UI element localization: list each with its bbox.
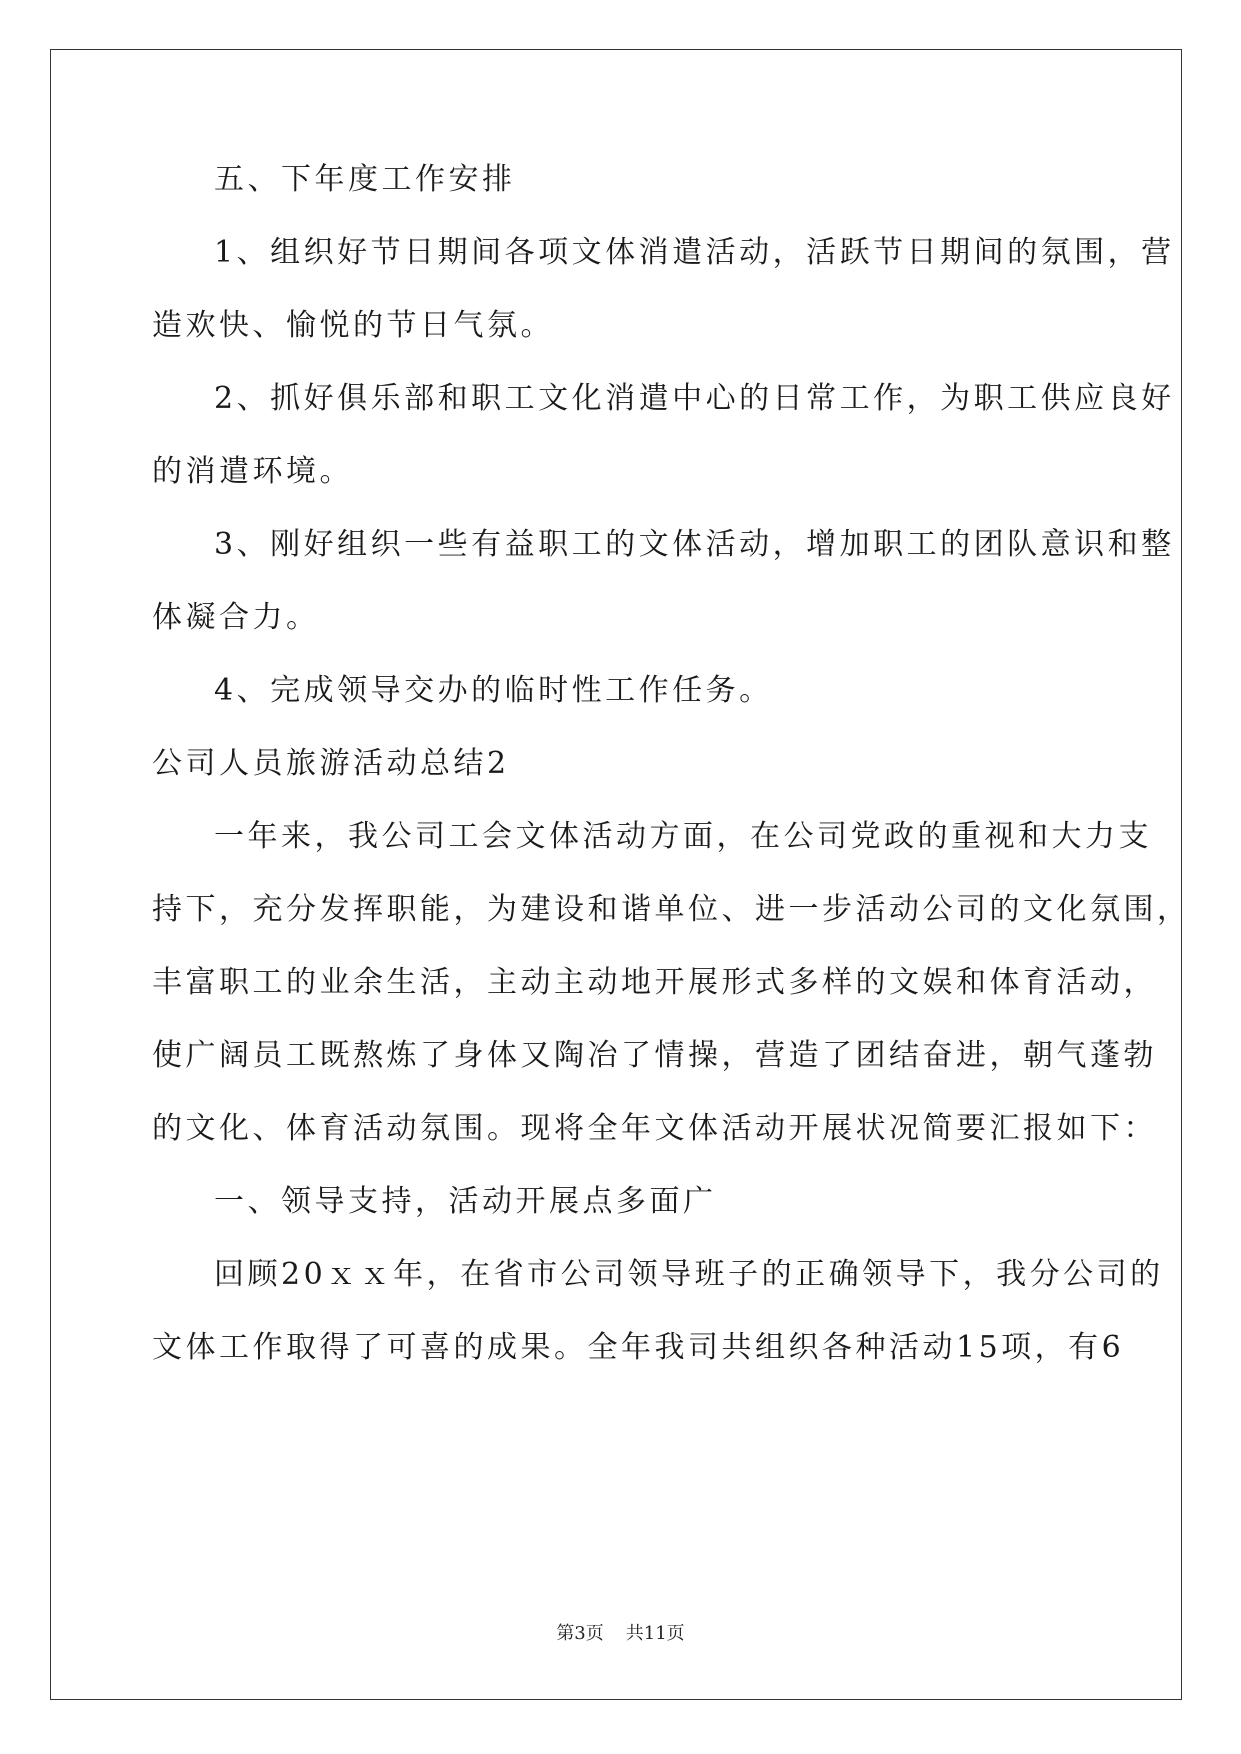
page-footer (0, 1622, 1241, 1646)
paragraph-line: 持下，充分发挥职能，为建设和谐单位、进一步活动公司的文化氛围， (152, 892, 1191, 927)
page-border (50, 49, 1182, 1700)
paragraph-line: 4、完成领导交办的临时性工作任务。 (214, 673, 773, 708)
paragraph-line: 使广阔员工既熬炼了身体又陶冶了情操，营造了团结奋进，朝气蓬勃 (152, 1038, 1157, 1073)
paragraph-line: 的消遣环境。 (152, 454, 353, 489)
article-title: 公司人员旅游活动总结2 (152, 746, 510, 781)
paragraph-line: 造欢快、愉悦的节日气氛。 (152, 308, 554, 343)
paragraph-line: 1、组织好节日期间各项文体消遣活动，活跃节日期间的氛围，营 (214, 235, 1175, 270)
paragraph-line: 的文化、体育活动氛围。现将全年文体活动开展状况简要汇报如下： (152, 1111, 1157, 1146)
section-heading-5: 五、下年度工作安排 (214, 162, 516, 197)
paragraph-line: 一年来，我公司工会文体活动方面，在公司党政的重视和大力支 (214, 819, 1152, 854)
paragraph-line: 3、刚好组织一些有益职工的文体活动，增加职工的团队意识和整 (214, 527, 1175, 562)
paragraph-line: 文体工作取得了可喜的成果。全年我司共组织各种活动15项，有6 (152, 1330, 1125, 1365)
section-heading-1: 一、领导支持，活动开展点多面广 (214, 1184, 717, 1219)
paragraph-line: 2、抓好俱乐部和职工文化消遣中心的日常工作，为职工供应良好 (214, 381, 1175, 416)
page-total: 共11页 (625, 1623, 685, 1644)
paragraph-line: 体凝合力。 (152, 600, 320, 635)
page-number: 第3页 (556, 1623, 604, 1644)
paragraph-line: 回顾20ｘｘ年，在省市公司领导班子的正确领导下，我分公司的 (214, 1257, 1164, 1292)
paragraph-line: 丰富职工的业余生活，主动主动地开展形式多样的文娱和体育活动， (152, 965, 1157, 1000)
